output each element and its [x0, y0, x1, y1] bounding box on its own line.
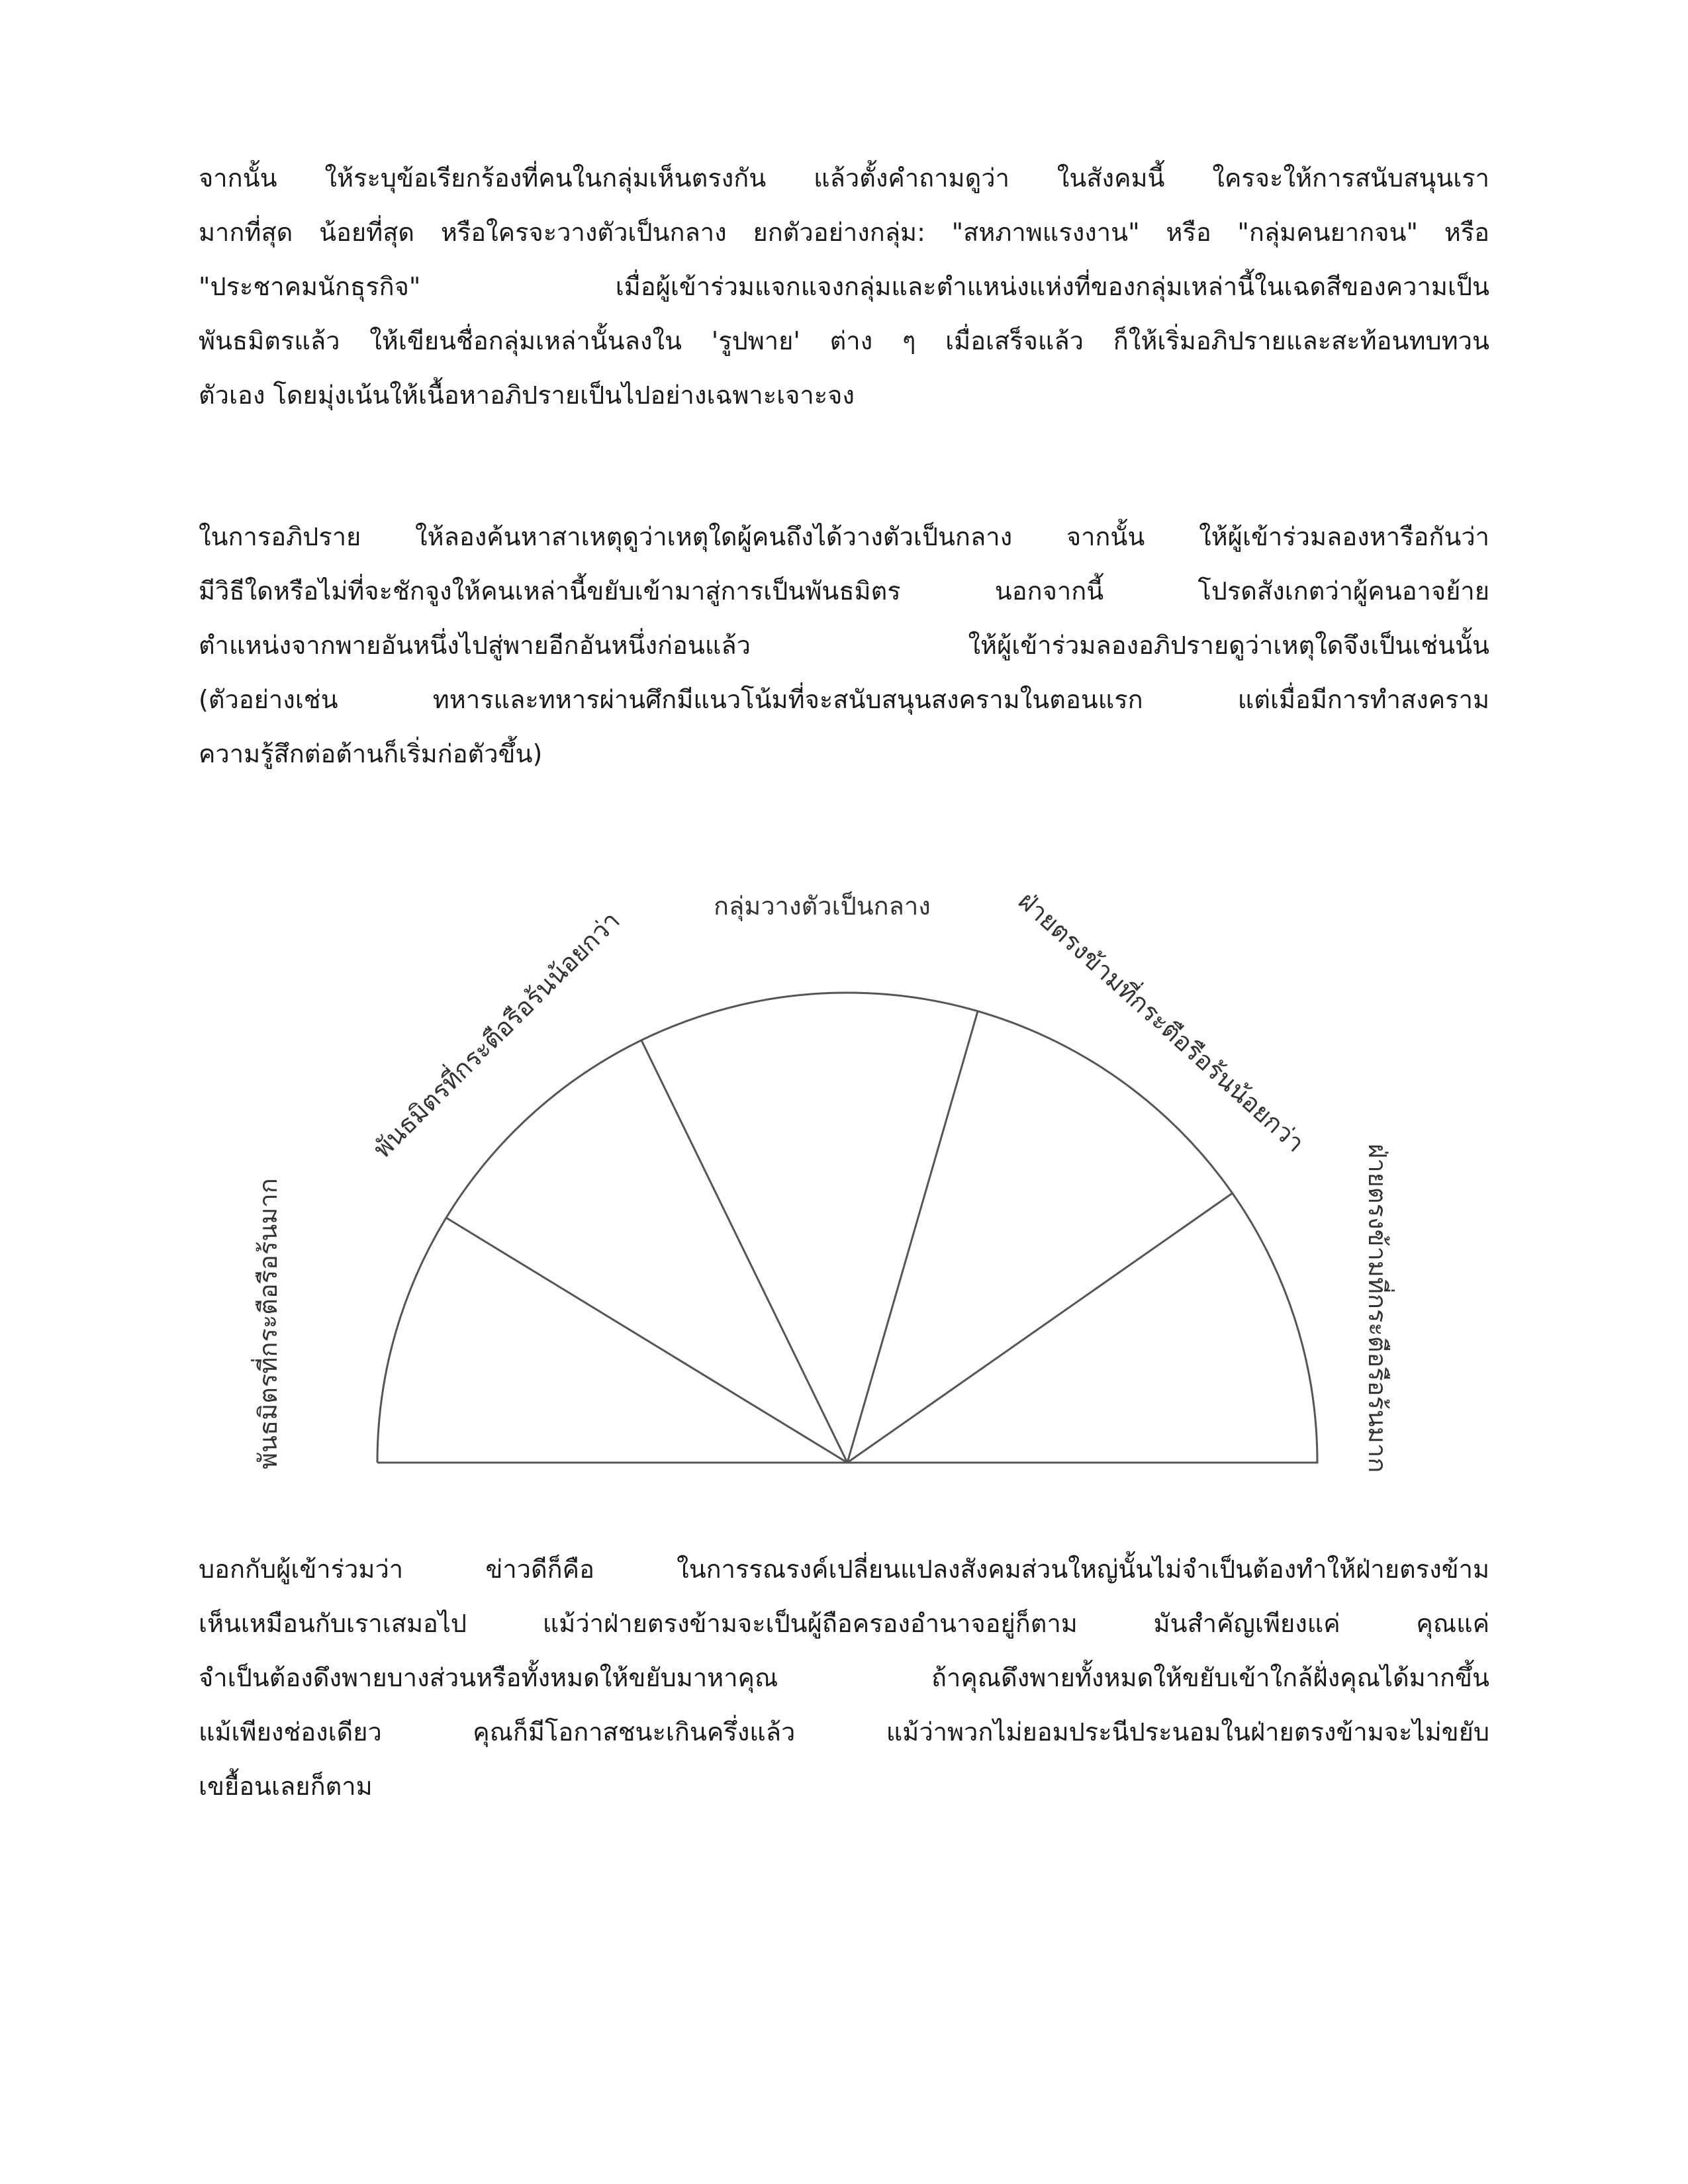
segment-label-active-opposition: ฝ่ายตรงข้ามที่กระตือรือร้นมาก [1363, 1144, 1392, 1473]
text-line: พันธมิตรแล้ว ให้เขียนชื่อกลุ่มเหล่านั้นลงใน 'รูปพาย' ต่าง ๆ เมื่อเสร็จแล้ว ก็ให้เริ่มอภิปรายและสะท้อนทบทวน [199, 326, 1489, 355]
text-line: บอกกับผู้เข้าร่วมว่า ข่าวดีก็คือ ในการรณรงค์เปลี่ยนแปลงสังคมส่วนใหญ่นั้นไม่จำเป็นต้องทำให้ฝ่ายตรงข้าม [199, 1555, 1489, 1584]
text-line: จากนั้น ให้ระบุข้อเรียกร้องที่คนในกลุ่มเห็นตรงกัน แล้วตั้งคำถามดูว่า ในสังคมนี้ ใครจะให้การสนับสนุนเรา [199, 163, 1489, 193]
pie-divider-line [847, 1011, 978, 1463]
segment-label-passive-opposition: ฝ่ายตรงข้ามที่กระตือรือร้นน้อยกว่า [1012, 886, 1311, 1158]
pie-divider-line [847, 1193, 1233, 1463]
segment-label-neutral: กลุ่มวางตัวเป็นกลาง [714, 891, 931, 921]
segment-label-passive-allies: พันธมิตรที่กระตือรือร้นน้อยกว่า [367, 905, 626, 1164]
text-line: เขยื้อนเลยก็ตาม [199, 1772, 373, 1801]
segment-label-active-allies: พันธมิตรที่กระตือรือร้นมาก [254, 1178, 283, 1469]
text-line: ในการอภิปราย ให้ลองค้นหาสาเหตุดูว่าเหตุใดผู้คนถึงได้วางตัวเป็นกลาง จากนั้น ให้ผู้เข้าร่วมลองหารือกันว่า [199, 522, 1489, 551]
text-line: (ตัวอย่างเช่น ทหารและทหารผ่านศึกมีแนวโน้มที่จะสนับสนุนสงครามในตอนแรก แต่เมื่อมีการทำสงคราม [199, 685, 1489, 714]
text-line: เห็นเหมือนกับเราเสมอไป แม้ว่าฝ่ายตรงข้ามจะเป็นผู้ถือครองอำนาจอยู่ก็ตาม มันสำคัญเพียงแค่ คุณแค่ [199, 1609, 1489, 1638]
text-line: มีวิธีใดหรือไม่ที่จะชักจูงให้คนเหล่านี้ขยับเข้ามาสู่การเป็นพันธมิตร นอกจากนี้ โปรดสังเกตว่าผู้คนอาจย้าย [199, 576, 1489, 606]
text-line: ความรู้สึกต่อต้านก็เริ่มก่อตัวขึ้น) [199, 739, 543, 768]
text-line: "ประชาคมนักธุรกิจ" เมื่อผู้เข้าร่วมแจกแจงกลุ่มและตำแหน่งแห่งที่ของกลุ่มเหล่านี้ในเฉดสีของความเป็น [199, 272, 1489, 301]
paragraph-identify-groups [199, 151, 1489, 422]
text-line: มากที่สุด น้อยที่สุด หรือใครจะวางตัวเป็นกลาง ยกตัวอย่างกลุ่ม: "สหภาพแรงงาน" หรือ "กลุ่มคนยากจน" หรือ [199, 218, 1489, 247]
text-line: ตัวเอง โดยมุ่งเน้นให้เนื้อหาอภิปรายเป็นไปอย่างเฉพาะเจาะจง [199, 381, 855, 410]
text-line: ตำแหน่งจากพายอันหนึ่งไปสู่พายอีกอันหนึ่งก่อนแล้ว ให้ผู้เข้าร่วมลองอภิปรายดูว่าเหตุใดจึงเป็นเช่นนั้น [199, 631, 1489, 660]
spectrum-svg [225, 860, 1470, 1496]
paragraph-good-news [199, 1542, 1489, 1813]
text-line: จำเป็นต้องดึงพายบางส่วนหรือทั้งหมดให้ขยับมาหาคุณ ถ้าคุณดึงพายทั้งหมดให้ขยับเข้าใกล้ฝั่งคุณได้มากขึ้น [199, 1663, 1489, 1692]
paragraph-discussion [199, 510, 1489, 781]
half-circle-outline [377, 993, 1317, 1463]
text-line: แม้เพียงช่องเดียว คุณก็มีโอกาสชนะเกินครึ่งแล้ว แม้ว่าพวกไม่ยอมประนีประนอมในฝ่ายตรงข้ามจะไม่ขยับ [199, 1717, 1489, 1747]
spectrum-of-allies-diagram [225, 860, 1470, 1496]
